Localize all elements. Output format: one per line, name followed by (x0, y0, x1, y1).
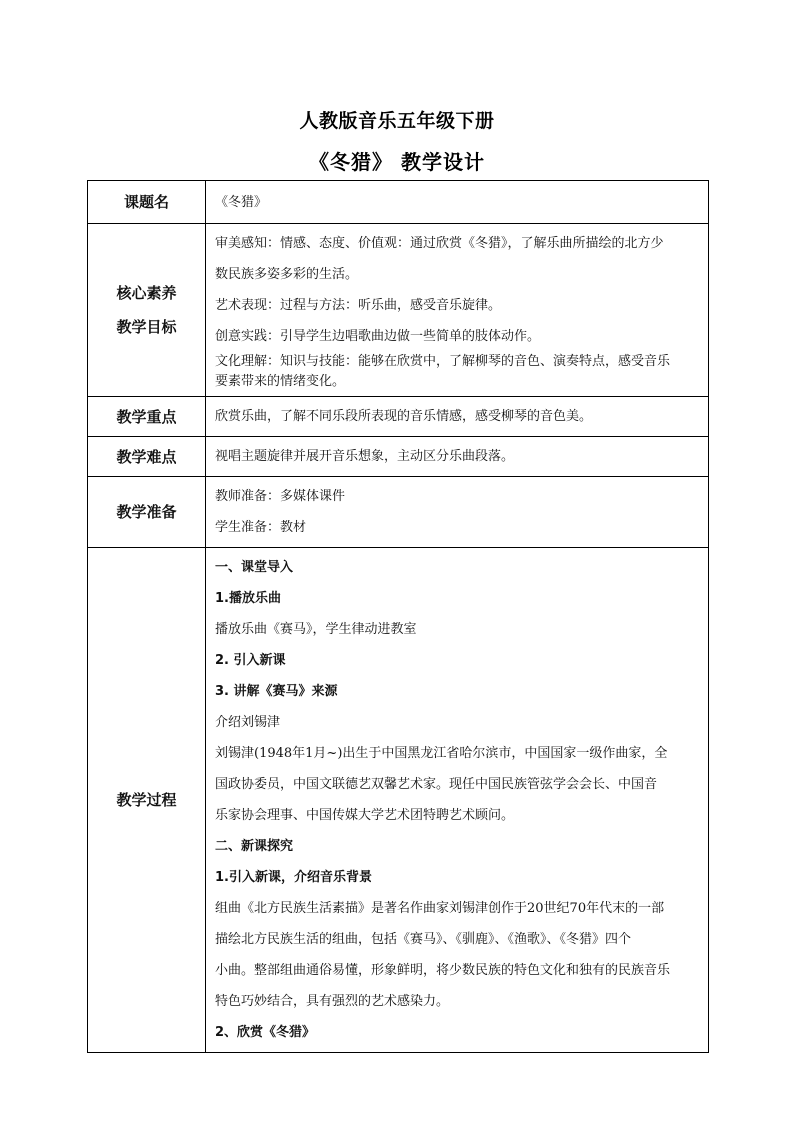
process-line: 特色巧妙结合，具有强烈的艺术感染力。 (215, 994, 450, 1009)
process-line: 组曲《北方民族生活素描》是著名作曲家刘锡津创作于20世纪70年代末的一部 (215, 901, 665, 916)
lesson-plan-table (87, 180, 709, 1053)
section-heading: 二、新课探究 (215, 839, 294, 854)
table-row-process (88, 548, 709, 1053)
student-preparation: 学生准备：教材 (215, 520, 307, 535)
preparation-content (206, 477, 709, 548)
process-content (206, 548, 709, 1053)
process-line: 小曲。整部组曲通俗易懂，形象鲜明，将少数民族的特色文化和独有的民族音乐 (215, 963, 671, 978)
section-heading: 一、课堂导入 (215, 560, 294, 575)
table-row-topic (88, 181, 709, 224)
key-points-value: 欣赏乐曲，了解不同乐段所表现的音乐情感，感受柳琴的音色美。 (206, 397, 709, 437)
difficulties-label: 教学难点 (88, 437, 206, 477)
topic-label: 课题名 (88, 181, 206, 224)
process-line: 国政协委员，中国文联德艺双馨艺术家。现任中国民族管弦学会会长、中国音 (215, 777, 658, 792)
goal-line: 创意实践：引导学生边唱歌曲边做一些简单的肢体动作。 (215, 329, 541, 344)
process-line: 乐家协会理事、中国传媒大学艺术团特聘艺术顾问。 (215, 808, 515, 823)
preparation-label: 教学准备 (88, 477, 206, 548)
goal-line: 审美感知：情感、态度、价值观：通过欣赏《冬猎》，了解乐曲所描绘的北方少 (215, 236, 664, 251)
difficulties-value: 视唱主题旋律并展开音乐想象，主动区分乐曲段落。 (206, 437, 709, 477)
goal-line: 数民族多姿多彩的生活。 (215, 267, 359, 282)
key-points-label: 教学重点 (88, 397, 206, 437)
table-row-goals (88, 224, 709, 397)
goals-label-line2: 教学目标 (116, 318, 177, 336)
table-row-preparation (88, 477, 709, 548)
process-line: 描绘北方民族生活的组曲，包括《赛马》、《驯鹿》、《渔歌》、《冬猎》四个 (215, 932, 632, 947)
goal-line: 文化理解：知识与技能：能够在欣赏中，了解柳琴的音色、演奏特点，感受音乐 (215, 354, 671, 369)
table-row-key-points (88, 397, 709, 437)
step-heading: 1.引入新课，介绍音乐背景 (215, 870, 372, 885)
table-row-difficulties (88, 437, 709, 477)
goals-label (88, 224, 206, 397)
goals-label-line1: 核心素养 (116, 284, 177, 302)
step-heading: 1.播放乐曲 (215, 591, 281, 606)
step-heading: 2、欣赏《冬猎》 (215, 1025, 316, 1040)
process-line: 刘锡津(1948年1月~)出生于中国黑龙江省哈尔滨市，中国国家一级作曲家，全 (215, 746, 668, 761)
document-subtitle: 《冬猎》 教学设计 (309, 150, 485, 174)
step-heading: 3. 讲解《赛马》来源 (215, 684, 338, 699)
goal-line: 艺术表现：过程与方法：听乐曲，感受音乐旋律。 (215, 298, 502, 313)
process-label: 教学过程 (88, 548, 206, 1053)
step-heading: 2. 引入新课 (215, 653, 286, 668)
teacher-preparation: 教师准备：多媒体课件 (215, 489, 346, 504)
topic-value: 《冬猎》 (206, 181, 709, 224)
process-line: 播放乐曲《赛马》，学生律动进教室 (215, 622, 417, 637)
goal-line: 要素带来的情绪变化。 (215, 374, 346, 389)
process-line: 介绍刘锡津 (215, 715, 281, 730)
document-title: 人教版音乐五年级下册 (299, 110, 495, 132)
goals-content (206, 224, 709, 397)
